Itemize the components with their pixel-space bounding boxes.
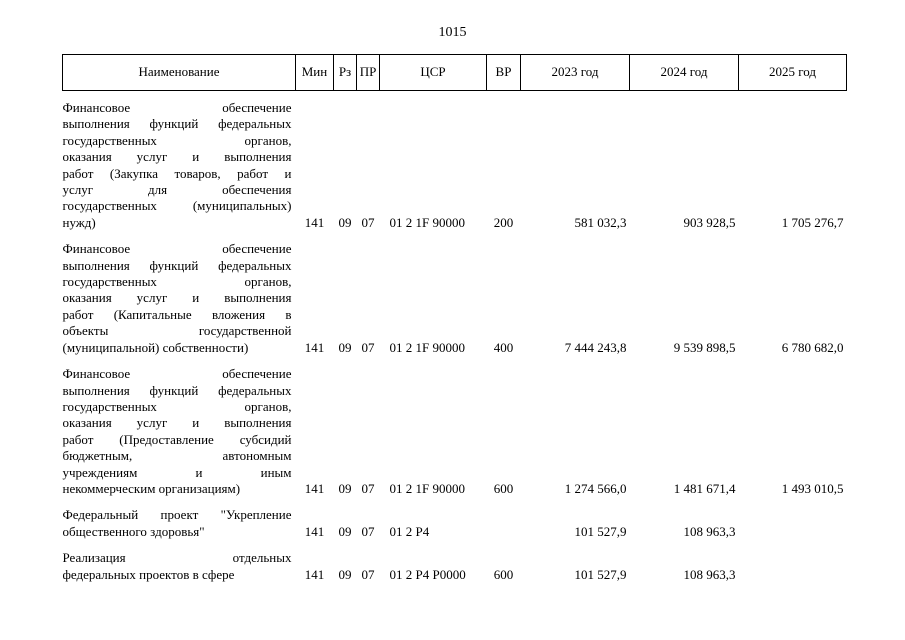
header-row (63, 55, 847, 91)
cell-name (63, 91, 296, 232)
col-header-2025: 2025 год (739, 55, 847, 91)
cell-rz: 09 (338, 214, 352, 230)
cell-min: 141 (304, 566, 325, 582)
name-line: бюджетным, автономным (62, 448, 292, 464)
cell-pr: 07 (361, 214, 375, 230)
cell-rz: 09 (338, 523, 352, 539)
cell-y2025: 1 493 010,5 (781, 480, 844, 496)
col-header-min: Мин (296, 55, 334, 91)
cell-csr: 01 2 1F 90000 (389, 214, 465, 230)
table-row (63, 91, 847, 232)
col-header-name: Наименование (63, 55, 296, 91)
cell-csr: 01 2 P4 (389, 523, 430, 539)
cell-y2023: 7 444 243,8 (564, 339, 627, 355)
table-row (63, 241, 847, 356)
cell-vr: 600 (493, 566, 514, 582)
row-spacer (63, 231, 847, 241)
name-line: услуг для обеспечения (62, 182, 292, 198)
cell-name (63, 366, 296, 497)
cell-vr: 400 (493, 339, 514, 355)
name-line: общественного здоровья" (62, 523, 205, 539)
name-line: государственных органов, (62, 132, 292, 148)
name-line: работ (Капитальные вложения в (62, 306, 292, 322)
cell-y2023: 101 527,9 (574, 523, 627, 539)
cell-rz: 09 (338, 566, 352, 582)
name-line: Финансовое обеспечение (62, 241, 292, 257)
name-line: оказания услуг и выполнения (62, 415, 292, 431)
name-line: выполнения функций федеральных (62, 116, 292, 132)
cell-csr: 01 2 1F 90000 (389, 480, 465, 496)
cell-vr: 200 (493, 214, 514, 230)
page-number: 1015 (438, 25, 467, 40)
name-line: выполнения функций федеральных (62, 257, 292, 273)
name-line: государственных (муниципальных) (62, 198, 292, 214)
cell-rz: 09 (338, 339, 352, 355)
name-line: оказания услуг и выполнения (62, 290, 292, 306)
cell-pr: 07 (361, 566, 375, 582)
cell-y2025: 1 705 276,7 (781, 214, 844, 230)
cell-y2024: 108 963,3 (683, 523, 736, 539)
row-spacer-cell (63, 540, 847, 550)
col-header-2023: 2023 год (521, 55, 630, 91)
row-spacer (63, 497, 847, 507)
name-line: оказания услуг и выполнения (62, 149, 292, 165)
row-spacer-cell (63, 231, 847, 241)
cell-y2023: 1 274 566,0 (564, 480, 627, 496)
name-line: работ (Закупка товаров, работ и (62, 165, 292, 181)
name-line: Финансовое обеспечение (62, 366, 292, 382)
col-header-rz: Рз (334, 55, 357, 91)
col-header-2024: 2024 год (630, 55, 739, 91)
cell-vr: 600 (493, 480, 514, 496)
name-line: нужд) (62, 214, 96, 230)
table-row (63, 366, 847, 497)
cell-y2025 (739, 550, 847, 583)
cell-y2024: 1 481 671,4 (673, 480, 736, 496)
table-row (63, 550, 847, 583)
cell-pr: 07 (361, 339, 375, 355)
table-body (63, 91, 847, 583)
name-line: государственных органов, (62, 398, 292, 414)
col-header-csr: ЦСР (380, 55, 487, 91)
name-line: Финансовое обеспечение (62, 100, 292, 115)
cell-y2025: 6 780 682,0 (781, 339, 844, 355)
row-spacer (63, 356, 847, 366)
cell-min: 141 (304, 214, 325, 230)
name-line: Реализация отдельных (62, 550, 292, 566)
cell-csr: 01 2 P4 P0000 (389, 566, 466, 582)
row-spacer-cell (63, 356, 847, 366)
cell-y2024: 9 539 898,5 (673, 339, 736, 355)
name-line: объекты государственной (62, 323, 292, 339)
name-line: (муниципальной) собственности) (62, 339, 249, 355)
cell-vr (487, 507, 521, 540)
budget-table (62, 54, 847, 583)
name-line: государственных органов, (62, 274, 292, 290)
name-line: выполнения функций федеральных (62, 382, 292, 398)
cell-y2024: 108 963,3 (683, 566, 736, 582)
cell-pr: 07 (361, 523, 375, 539)
cell-name (63, 241, 296, 356)
cell-rz: 09 (338, 480, 352, 496)
name-line: Федеральный проект "Укрепление (62, 507, 292, 523)
name-line: федеральных проектов в сфере (62, 566, 235, 582)
cell-pr: 07 (361, 480, 375, 496)
table-row (63, 507, 847, 540)
name-line: учреждениям и иным (62, 464, 292, 480)
col-header-pr: ПР (357, 55, 380, 91)
cell-min: 141 (304, 523, 325, 539)
cell-csr: 01 2 1F 90000 (389, 339, 465, 355)
cell-name (63, 507, 296, 540)
cell-y2025 (739, 507, 847, 540)
cell-y2024: 903 928,5 (683, 214, 736, 230)
cell-y2023: 581 032,3 (574, 214, 627, 230)
cell-min: 141 (304, 339, 325, 355)
row-spacer-cell (63, 497, 847, 507)
row-spacer (63, 540, 847, 550)
name-line: некоммерческим организациям) (62, 480, 241, 496)
cell-name (63, 550, 296, 583)
name-line: работ (Предоставление субсидий (62, 431, 292, 447)
cell-y2023: 101 527,9 (574, 566, 627, 582)
col-header-vr: ВР (487, 55, 521, 91)
cell-min: 141 (304, 480, 325, 496)
